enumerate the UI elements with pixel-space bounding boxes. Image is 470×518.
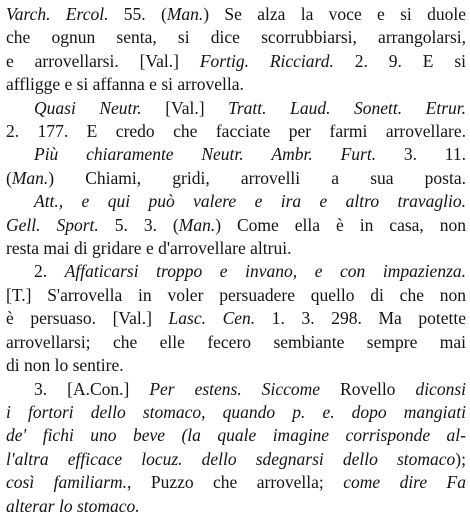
- roman-text: 2. 9. E si: [333, 50, 466, 71]
- roman-text: che ognun senta, si dice scorrubbiarsi, arrangolarsi,: [6, 27, 466, 48]
- roman-text: [T.] S'arrovella in voler persuadere quello di che non: [6, 284, 466, 305]
- dictionary-entry: [6, 3, 466, 518]
- roman-text: (: [6, 167, 12, 188]
- roman-text: [244, 144, 272, 164]
- roman-text: e arrovellarsi. [Val.]: [6, 50, 200, 71]
- text-line: [6, 97, 466, 120]
- roman-text: arrovellarsi; che elle fecero sembiante sempre mai: [6, 331, 466, 352]
- roman-text: resta mai di gridare e d'arrovellare altrui.: [6, 238, 292, 259]
- italic-text: Gell. Sport.: [6, 214, 99, 235]
- roman-text: , Puzzo che arrovella;: [127, 472, 344, 493]
- text-line: [6, 284, 466, 307]
- roman-text: affligge e si affanna e si arrovella.: [6, 74, 244, 95]
- text-line: [6, 401, 466, 424]
- italic-text: Varch. Ercol.: [6, 4, 109, 24]
- italic-text: dello sdegnarsi dello stomaco: [182, 448, 456, 469]
- text-line: [6, 331, 466, 354]
- roman-text: [Val.]: [141, 97, 229, 118]
- text-line: [6, 448, 466, 471]
- italic-text: Quasi Neutr.: [34, 97, 142, 118]
- italic-text: Man.: [166, 4, 204, 24]
- roman-text: di non lo sentire.: [6, 355, 124, 376]
- roman-text: );: [455, 448, 466, 469]
- roman-text: 1. 3. 298. Ma potette: [255, 308, 467, 329]
- italic-text: Fa: [446, 472, 466, 493]
- italic-text: Più chiaramente Neutr.: [34, 144, 244, 165]
- roman-text: ) Se alza la voce e si duole: [203, 4, 466, 24]
- italic-text: come dire: [343, 472, 428, 493]
- text-line: [6, 424, 466, 447]
- text-line: [6, 120, 466, 143]
- italic-text: così familiarm.: [6, 472, 128, 493]
- roman-text: è persuaso. [Val.]: [6, 308, 169, 329]
- text-line: [6, 3, 466, 26]
- italic-text: i fortori dello stomaco, quando p. e. dopo mangiati: [6, 401, 466, 422]
- italic-text: Fortig. Ricciard.: [199, 50, 334, 71]
- italic-text: Lasc. Cen.: [168, 308, 256, 329]
- italic-text: alterar lo stomaco.: [6, 495, 140, 516]
- italic-text: Affaticarsi troppo e invano, e con impazienza.: [64, 261, 467, 282]
- roman-text: ) Chiami, gridi, arrovelli a sua posta.: [48, 167, 466, 188]
- roman-text: 2.: [34, 261, 65, 282]
- roman-text: 2. 177. E credo che facciate per farmi arrovellare.: [6, 121, 466, 142]
- italic-text: Att., e qui può valere e ira e altro travaglio.: [34, 191, 466, 212]
- text-line: [6, 237, 466, 260]
- italic-text: l'altra efficace locuz.: [6, 448, 183, 469]
- text-line: [6, 307, 466, 330]
- italic-text: diconsi: [415, 378, 466, 399]
- text-line: [6, 214, 466, 237]
- text-line: [6, 167, 466, 190]
- roman-text: 55. (: [108, 4, 167, 24]
- roman-text: 3. 11.: [376, 144, 467, 165]
- text-line: [6, 260, 466, 283]
- text-line: [6, 73, 466, 96]
- roman-text: 5. 3. (: [98, 214, 179, 235]
- text-line: [6, 26, 466, 49]
- text-line: [6, 471, 466, 494]
- roman-text: [427, 472, 446, 492]
- italic-text: de' fichi uno beve (la quale imagine corrisponde al-: [6, 425, 466, 446]
- roman-text: ) Come ella è in casa, non: [215, 214, 467, 235]
- text-line: [6, 378, 466, 401]
- italic-text: Tratt. Laud. Sonett. Etrur.: [228, 97, 467, 118]
- text-line: [6, 50, 466, 73]
- roman-text: Rovello: [320, 378, 416, 399]
- italic-text: Ambr. Furt.: [271, 144, 377, 165]
- italic-text: Man.: [11, 167, 49, 188]
- italic-text: Man.: [178, 214, 216, 235]
- text-line: [6, 143, 466, 166]
- italic-text: Per estens. Siccome: [149, 378, 321, 399]
- text-line: [6, 190, 466, 213]
- text-line: [6, 495, 466, 518]
- text-line: [6, 354, 466, 377]
- roman-text: 3. [A.Con.]: [34, 378, 150, 399]
